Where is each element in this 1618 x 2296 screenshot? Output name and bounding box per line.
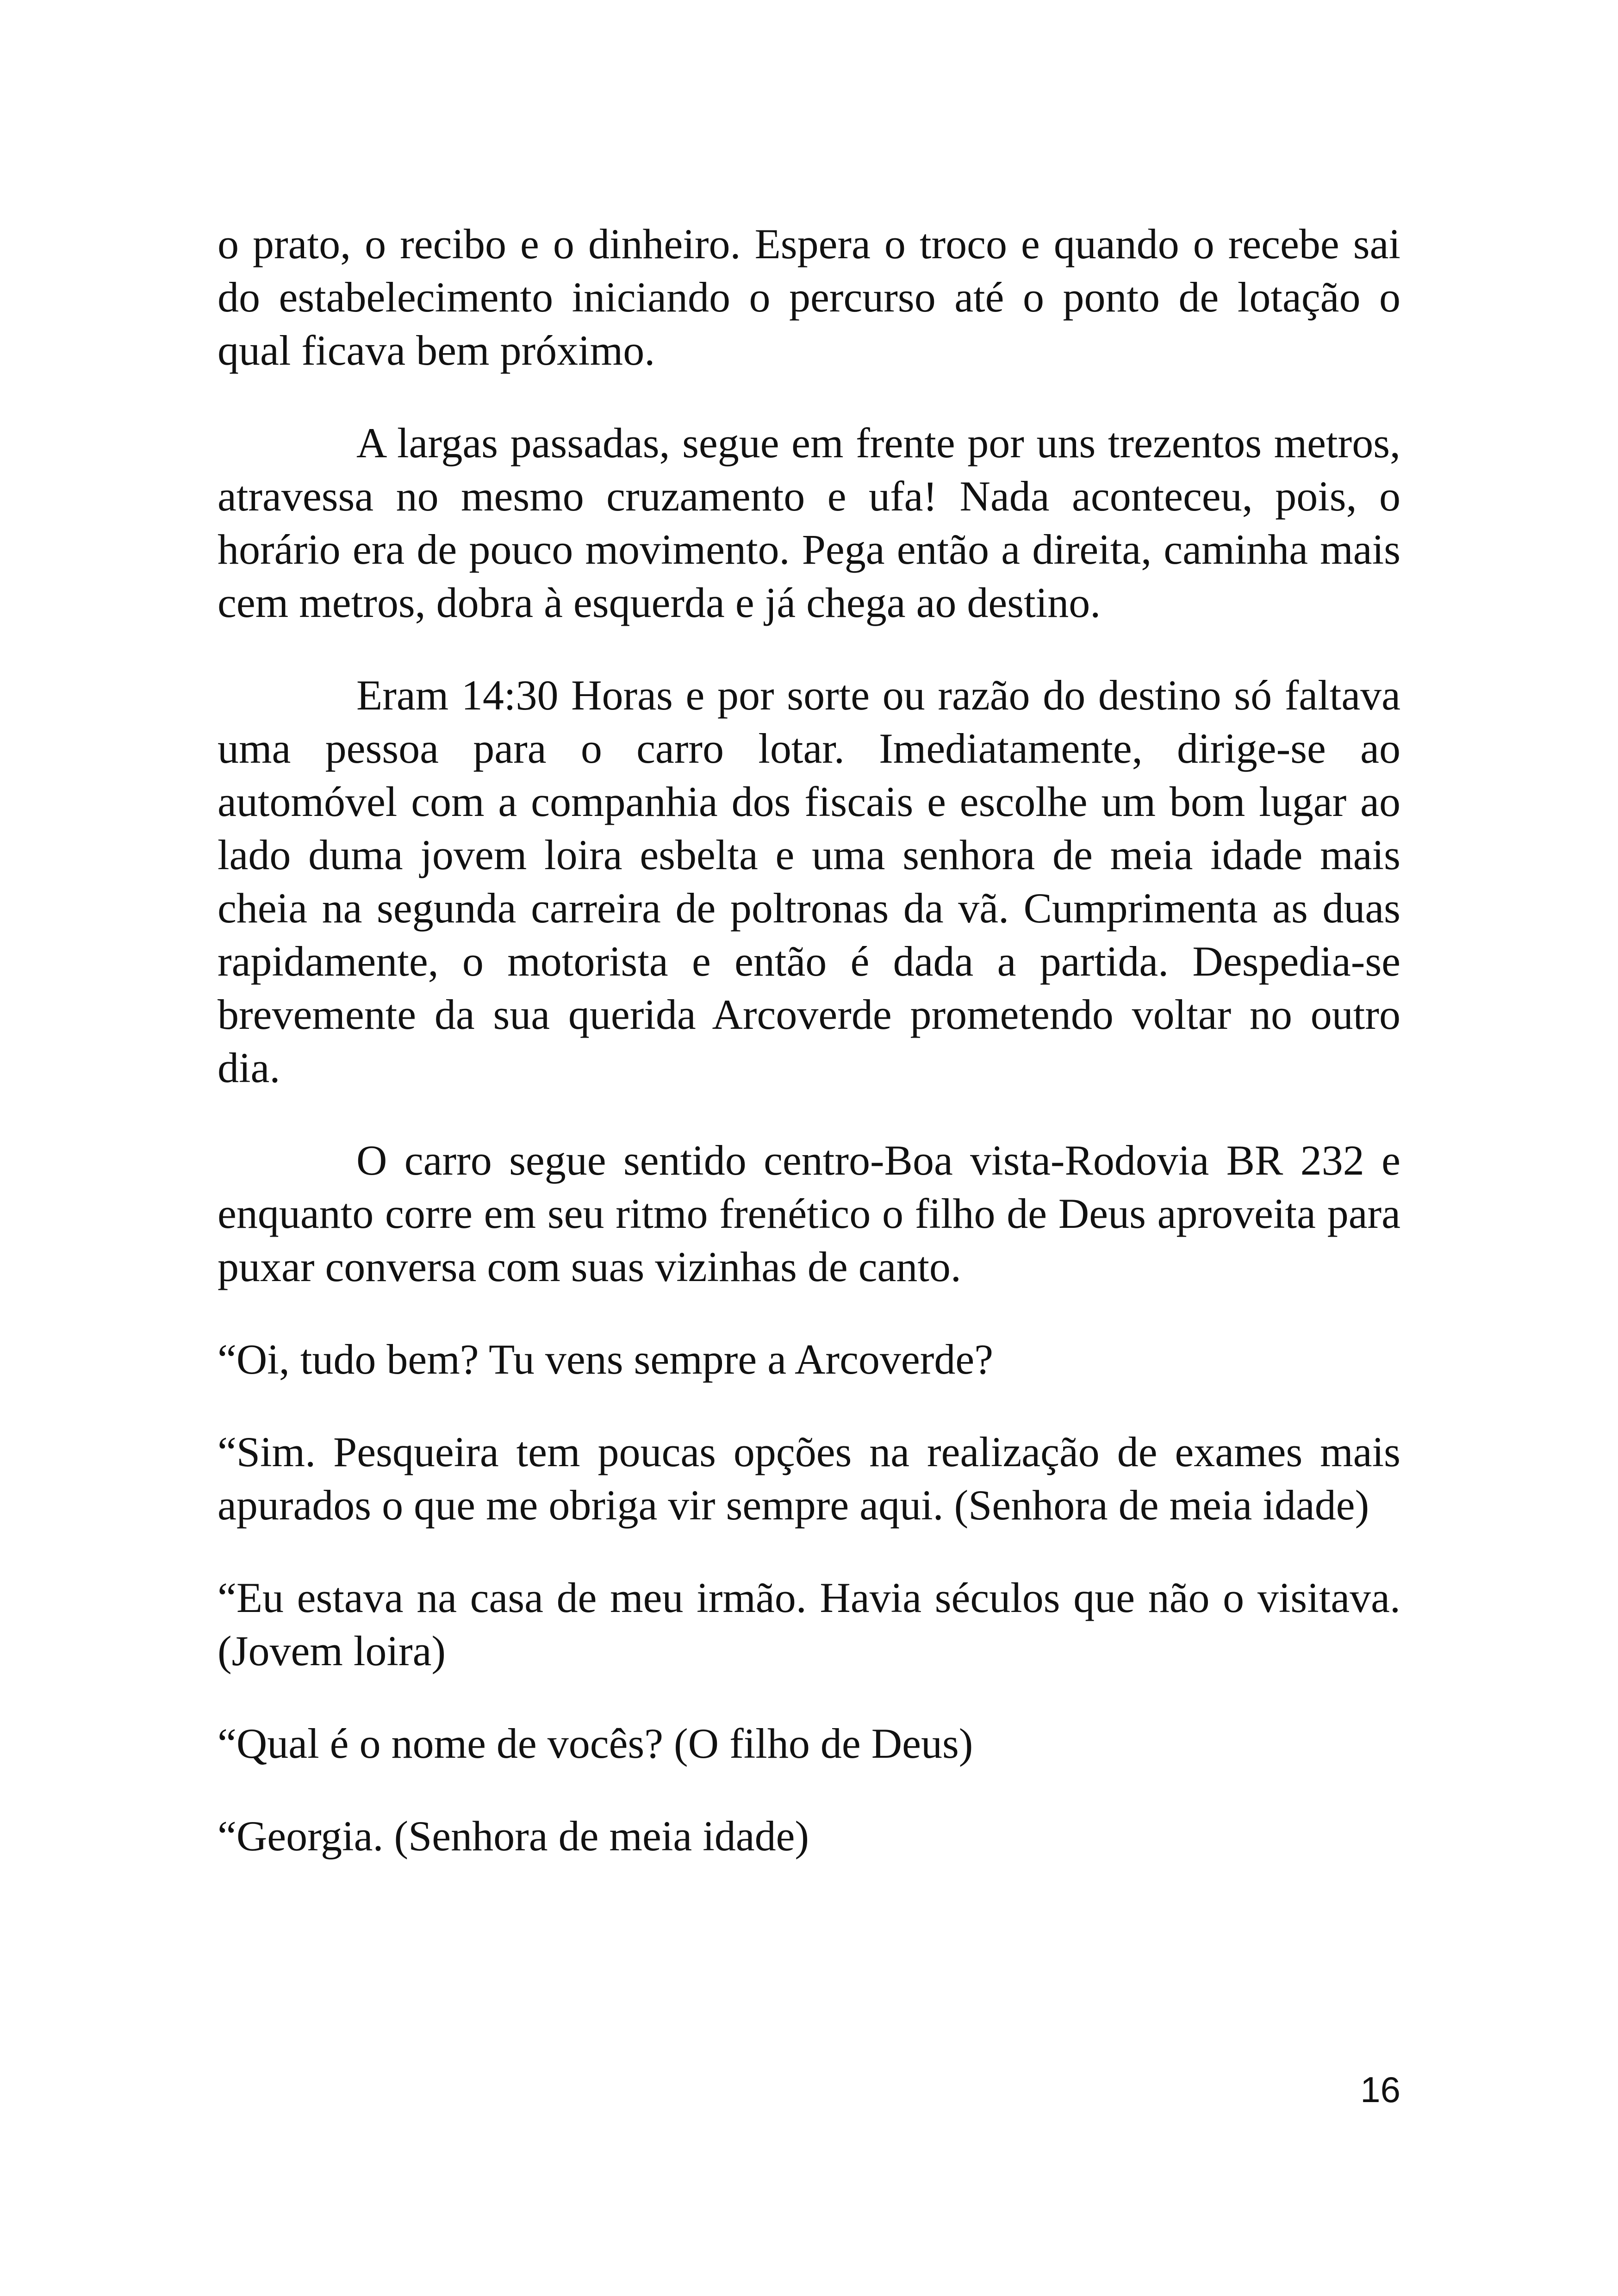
dialogue-line-4: “Qual é o nome de vocês? (O filho de Deus)	[218, 1720, 973, 1767]
paragraph-4: O carro segue sentido centro-Boa vista-Rodovia BR 232 e enquanto corre em seu ritmo frenético o filho de Deus aproveita para puxar conversa com suas vizinhas de canto.	[218, 1137, 1400, 1290]
paragraph-3: Eram 14:30 Horas e por sorte ou razão do destino só faltava uma pessoa para o carro lotar. Imediatamente, dirige-se ao automóvel com a companhia dos fiscais e escolhe um bom lugar ao lado duma jovem loira esbelta e uma senhora de meia idade mais cheia na segunda carreira de poltronas da vã. Cumprimenta as duas rapidamente, o motorista e então é dada a partida. Despedia-se brevemente da sua querida Arcoverde prometendo voltar no outro dia.	[218, 672, 1400, 1091]
body-text	[218, 218, 1400, 1863]
dialogue-line-5: “Georgia. (Senhora de meia idade)	[218, 1812, 809, 1860]
page-number: 16	[1360, 2069, 1400, 2110]
paragraph-1: o prato, o recibo e o dinheiro. Espera o troco e quando o recebe sai do estabelecimento iniciando o percurso até o ponto de lotação o qual ficava bem próximo.	[218, 220, 1400, 374]
paragraph-2: A largas passadas, segue em frente por uns trezentos metros, atravessa no mesmo cruzamento e ufa! Nada aconteceu, pois, o horário era de pouco movimento. Pega então a direita, caminha mais cem metros, dobra à esquerda e já chega ao destino.	[218, 419, 1400, 626]
dialogue-line-1: “Oi, tudo bem? Tu vens sempre a Arcoverde?	[218, 1336, 994, 1383]
dialogue-line-3: “Eu estava na casa de meu irmão. Havia séculos que não o visitava. (Jovem loira)	[218, 1574, 1400, 1674]
dialogue-line-2: “Sim. Pesqueira tem poucas opções na realização de exames mais apurados o que me obriga vir sempre aqui. (Senhora de meia idade)	[218, 1428, 1400, 1529]
